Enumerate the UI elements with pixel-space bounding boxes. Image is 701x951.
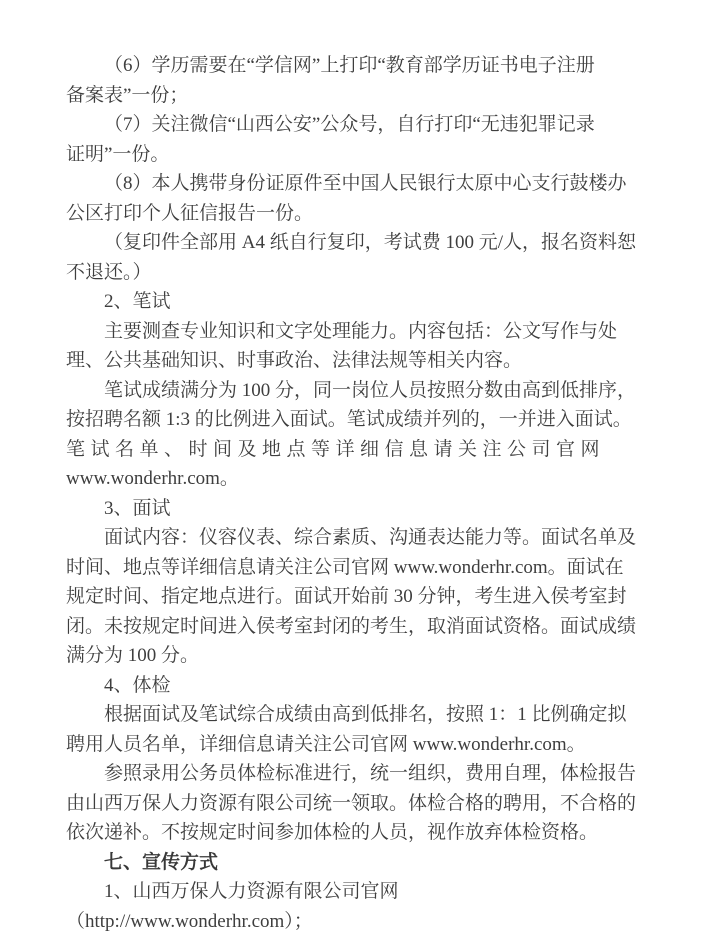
text-line: 1、山西万保人力资源有限公司官网 [104, 881, 399, 902]
text-line: 笔试成绩满分为 100 分，同一岗位人员按照分数由高到低排序， [104, 379, 637, 401]
text-line: 满分为 100 分。 [66, 645, 200, 666]
text-line: 面试内容：仪容仪表、综合素质、沟通表达能力等。面试名单及 [104, 527, 637, 548]
text-line: 参照录用公务员体检标准进行，统一组织，费用自理，体检报告 [104, 763, 637, 784]
text-line: 证明”一份。 [66, 143, 170, 165]
text-line: 时间、地点等详细信息请关注公司官网 www.wonderhr.com。面试在 [66, 556, 624, 578]
document-body [66, 51, 637, 936]
text-line: 依次递补。不按规定时间参加体检的人员，视作放弃体检资格。 [66, 822, 599, 843]
text-line: www.wonderhr.com。 [66, 468, 239, 489]
text-line: 笔试名单、时间及地点等详细信息请关注公司官网 [66, 438, 606, 460]
text-line: （http://www.wonderhr.com）； [66, 910, 313, 932]
text-line: 备案表”一份； [66, 84, 189, 106]
text-line: 3、面试 [104, 497, 171, 519]
text-line: 2、笔试 [104, 291, 171, 312]
text-line: 闭。未按规定时间进入侯考室封闭的考生，取消面试资格。面试成绩 [66, 615, 637, 637]
text-line: 不退还。） [66, 261, 152, 283]
text-line: 根据面试及笔试综合成绩由高到低排名，按照 1：1 比例确定拟 [104, 704, 627, 725]
text-line: 理、公共基础知识、时事政治、法律法规等相关内容。 [66, 350, 523, 371]
text-line: 按招聘名额 1:3 的比例进入面试。笔试成绩并列的，一并进入面试。 [66, 409, 632, 430]
text-line: 4、体检 [104, 674, 171, 696]
text-line: （复印件全部用 A4 纸自行复印，考试费 100 元/人，报名资料恕 [104, 232, 637, 253]
text-line: （7）关注微信“山西公安”公众号，自行打印“无违犯罪记录 [104, 114, 595, 135]
text-line: 由山西万保人力资源有限公司统一领取。体检合格的聘用，不合格的 [66, 792, 637, 814]
text-line: （6）学历需要在“学信网”上打印“教育部学历证书电子注册 [104, 55, 595, 76]
text-line: 聘用人员名单，详细信息请关注公司官网 www.wonderhr.com。 [66, 733, 586, 755]
text-line: 规定时间、指定地点进行。面试开始前 30 分钟，考生进入侯考室封 [66, 586, 627, 607]
section-heading: 七、宣传方式 [104, 851, 219, 873]
text-line: （8）本人携带身份证原件至中国人民银行太原中心支行鼓楼办 [104, 173, 627, 194]
text-line: 主要测查专业知识和文字处理能力。内容包括：公文写作与处 [104, 320, 618, 342]
text-line: 公区打印个人征信报告一份。 [66, 202, 314, 224]
